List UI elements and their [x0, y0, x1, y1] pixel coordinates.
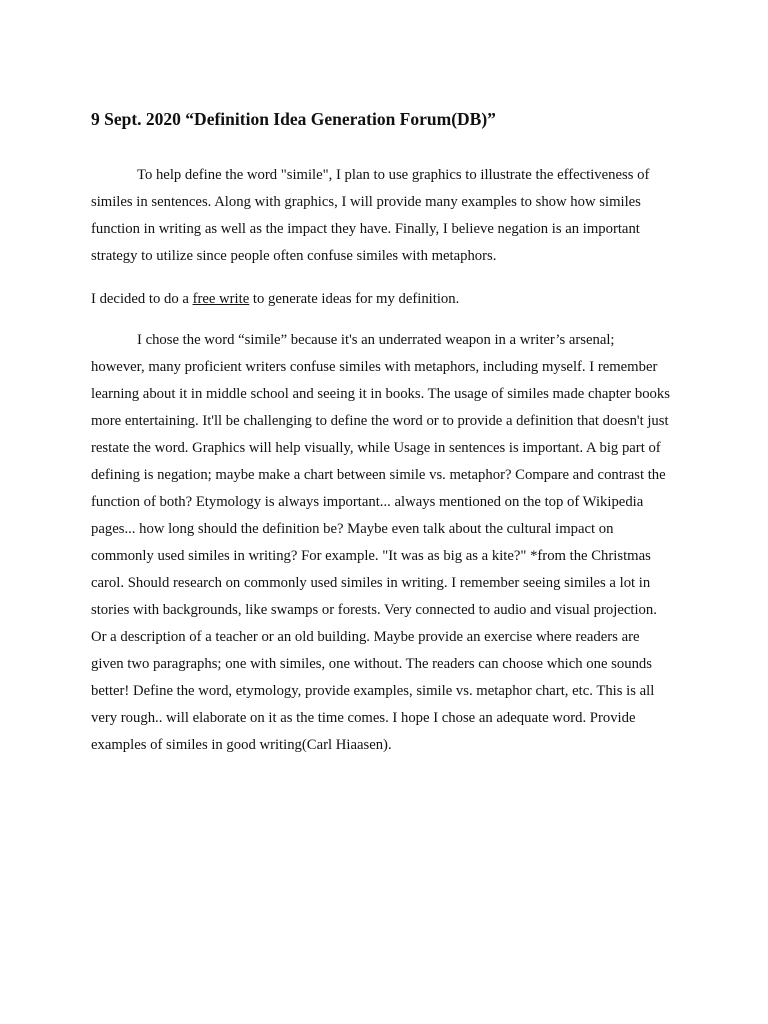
- paragraph-brainstorm: I chose the word “simile” because it's an underrated weapon in a writer’s arsenal; however, many proficient writers confuse similes with metaphors, including myself. I remember learning about it in middle school and seeing it in books. The usage of similes made chapter books more entertaining. It'll be challenging to define the word or to provide a definition that doesn't just restate the word. Graphics will help visually, while Usage in sentences is important. A big part of defining is negation; maybe make a chart between simile vs. metaphor? Compare and contrast the function of both? Etymology is always important... always mentioned on the top of Wikipedia pages... how long should the definition be? Maybe even talk about the cultural impact on commonly used similes in writing? For example. "It was as big as a kite?" *from the Christmas carol. Should research on commonly used similes in writing. I remember seeing similes a lot in stories with backgrounds, like swamps or forests. Very connected to audio and visual projection. Or a description of a teacher or an old building. Maybe provide an exercise where readers are given two paragraphs; one with similes, one without. The readers can choose which one sounds better! Define the word, etymology, provide examples, simile vs. metaphor chart, etc. This is all very rough.. will elaborate on it as the time comes. I hope I chose an adequate word. Provide examples of similes in good writing(Carl Hiaasen).: [91, 332, 670, 753]
- document-body: [91, 104, 671, 773]
- paragraph-free-write-before: I decided to do a: [91, 291, 193, 307]
- paragraph-plan: To help define the word "simile", I plan to use graphics to illustrate the effectiveness of similes in sentences. Along with graphics, I will provide many examples to show how similes function in writing as well as the impact they have. Finally, I believe negation is an important strategy to utilize since people often confuse similes with metaphors.: [91, 167, 650, 264]
- paragraph-free-write: [91, 286, 671, 313]
- document-title: 9 Sept. 2020 “Definition Idea Generation Forum(DB)”: [91, 109, 496, 129]
- free-write-link[interactable]: free write: [192, 291, 250, 307]
- paragraph-free-write-after: to generate ideas for my definition.: [249, 291, 460, 307]
